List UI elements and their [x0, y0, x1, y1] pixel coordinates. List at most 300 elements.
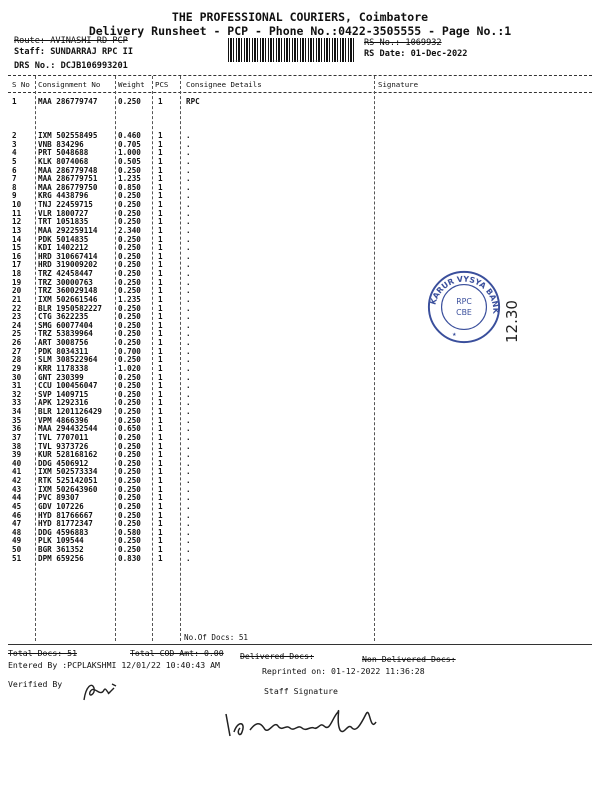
row-consignment: CCU 100456047 — [38, 381, 98, 391]
table-row — [0, 201, 600, 210]
row-sno: 24 — [12, 320, 22, 330]
row-consignment: BGR 361352 — [38, 545, 84, 554]
row-consignment: TVL 9373726 — [38, 441, 89, 451]
table-row — [0, 529, 600, 538]
table-row — [0, 210, 600, 219]
row-weight: 0.250 — [118, 217, 141, 227]
row-pcs: 1 — [158, 510, 163, 520]
row-consignment: VNB 834296 — [38, 139, 84, 149]
row-weight: 0.250 — [118, 458, 141, 468]
row-details: . — [186, 320, 191, 330]
table-row — [0, 184, 600, 193]
row-sno: 6 — [12, 165, 17, 175]
row-details: . — [186, 441, 191, 451]
row-sno: 41 — [12, 467, 22, 477]
row-pcs: 1 — [158, 519, 163, 529]
row-consignment: MAA 294432544 — [38, 424, 98, 434]
verified-by-label: Verified By — [8, 679, 63, 689]
row-consignment: SLM 308522964 — [38, 355, 98, 365]
row-sno: 34 — [12, 407, 22, 416]
row-sno: 39 — [12, 450, 22, 460]
row-pcs: 1 — [158, 234, 163, 244]
row-consignment: MAA 286779751 — [38, 174, 98, 184]
row-sno: 13 — [12, 225, 22, 235]
row-pcs: 1 — [158, 131, 163, 140]
row-details: . — [186, 501, 191, 511]
row-details: . — [186, 329, 191, 339]
row-details: . — [186, 234, 191, 244]
table-row — [0, 494, 600, 503]
row-pcs: 1 — [158, 294, 163, 304]
row-weight: 0.250 — [118, 234, 141, 244]
row-details: . — [186, 217, 191, 227]
row-details: . — [186, 493, 191, 503]
row-details: . — [186, 294, 191, 304]
row-sno: 47 — [12, 519, 22, 529]
row-weight: 0.250 — [118, 329, 141, 339]
row-details: . — [186, 484, 191, 494]
row-weight: 0.250 — [118, 476, 141, 485]
row-consignment: KRG 4438796 — [38, 191, 89, 201]
row-consignment: KDI 1402212 — [38, 243, 89, 253]
row-weight: 1.000 — [118, 148, 141, 158]
col-header-details: Consignee Details — [186, 80, 262, 89]
total-cod: Total COD Amt: 0.00 — [130, 648, 224, 658]
table-row — [0, 555, 600, 564]
row-consignment: KRR 1178338 — [38, 363, 89, 373]
row-pcs: 1 — [158, 381, 163, 391]
row-weight: 0.250 — [118, 260, 141, 270]
row-details: . — [186, 303, 191, 313]
col-header-consignment: Consignment No — [38, 80, 101, 89]
row-sno: 14 — [12, 234, 22, 244]
row-pcs: 1 — [158, 260, 163, 270]
row-consignment: SMG 60077404 — [38, 320, 93, 330]
row-consignment: GNT 230399 — [38, 372, 84, 382]
row-consignment: BLR 1950582227 — [38, 303, 103, 313]
entered-by: Entered By :PCPLAKSHMI 12/01/22 10:40:43 AM — [8, 660, 220, 670]
row-consignment: IXM 502558495 — [38, 131, 98, 140]
row-consignment: MAA 286779747 — [38, 97, 98, 106]
total-docs: Total Docs: 51 — [8, 648, 78, 658]
row-consignment: APK 1292316 — [38, 398, 89, 408]
row-sno: 15 — [12, 243, 22, 253]
row-consignment: PLK 109544 — [38, 536, 84, 546]
row-details: . — [186, 415, 191, 425]
table-row — [0, 141, 600, 150]
row-consignment: PRT 5048688 — [38, 148, 89, 158]
row-sno: 12 — [12, 217, 22, 227]
staff-label: Staff: SUNDARRAJ RPC II — [14, 47, 133, 57]
row-sno: 8 — [12, 182, 17, 192]
stamp-centre: RPC — [456, 297, 472, 307]
row-consignment: GDV 107226 — [38, 501, 84, 511]
table-row — [0, 356, 600, 365]
row-details: . — [186, 139, 191, 149]
row-sno: 49 — [12, 536, 22, 546]
table-row — [0, 149, 600, 158]
table-row — [0, 132, 600, 141]
row-sno: 33 — [12, 398, 22, 408]
row-details: . — [186, 346, 191, 356]
row-weight: 0.250 — [118, 501, 141, 511]
row-details: . — [186, 286, 191, 296]
row-sno: 31 — [12, 381, 22, 391]
row-weight: 0.250 — [118, 97, 141, 106]
row-consignment: MAA 292259114 — [38, 225, 98, 235]
row-consignment: BLR 1201126429 — [38, 407, 103, 416]
row-pcs: 1 — [158, 269, 163, 278]
row-details: . — [186, 553, 191, 563]
row-weight: 0.250 — [118, 355, 141, 365]
row-pcs: 1 — [158, 458, 163, 468]
row-pcs: 1 — [158, 208, 163, 218]
row-sno: 17 — [12, 260, 22, 270]
row-weight: 0.250 — [118, 519, 141, 529]
staff-signature — [220, 692, 390, 747]
row-weight: 0.850 — [118, 182, 141, 192]
row-pcs: 1 — [158, 476, 163, 485]
table-header-rule — [8, 92, 592, 93]
row-weight: 0.250 — [118, 200, 141, 209]
row-sno: 30 — [12, 372, 22, 382]
handwritten-note — [505, 285, 545, 345]
row-pcs: 1 — [158, 329, 163, 339]
row-sno: 23 — [12, 312, 22, 322]
col-header-sno: S No — [12, 80, 30, 89]
row-sno: 50 — [12, 545, 22, 554]
row-details: . — [186, 510, 191, 520]
table-row — [0, 486, 600, 495]
row-weight: 0.250 — [118, 251, 141, 261]
row-weight: 0.250 — [118, 510, 141, 520]
table-row — [0, 391, 600, 400]
row-weight: 0.250 — [118, 277, 141, 287]
row-weight: 0.830 — [118, 553, 141, 563]
row-pcs: 1 — [158, 191, 163, 201]
row-details: . — [186, 363, 191, 373]
row-details: . — [186, 200, 191, 209]
row-details: . — [186, 536, 191, 546]
row-pcs: 1 — [158, 363, 163, 373]
row-sno: 5 — [12, 156, 17, 166]
row-pcs: 1 — [158, 527, 163, 537]
row-pcs: 1 — [158, 467, 163, 477]
row-sno: 28 — [12, 355, 22, 365]
row-sno: 18 — [12, 269, 22, 278]
row-pcs: 1 — [158, 200, 163, 209]
row-consignment: IXM 502661546 — [38, 294, 98, 304]
row-details: . — [186, 527, 191, 537]
row-details: . — [186, 458, 191, 468]
row-details: . — [186, 545, 191, 554]
row-consignment: PVC 89307 — [38, 493, 80, 503]
row-consignment: TRZ 30000763 — [38, 277, 93, 287]
row-pcs: 1 — [158, 424, 163, 434]
row-weight: 2.340 — [118, 225, 141, 235]
row-sno: 51 — [12, 553, 22, 563]
row-pcs: 1 — [158, 174, 163, 184]
row-weight: 0.505 — [118, 156, 141, 166]
row-weight: 0.250 — [118, 243, 141, 253]
row-pcs: 1 — [158, 338, 163, 347]
row-pcs: 1 — [158, 312, 163, 322]
row-details: RPC — [186, 97, 200, 106]
non-delivered-docs: Non Delivered Docs: — [362, 654, 456, 664]
row-pcs: 1 — [158, 450, 163, 460]
row-pcs: 1 — [158, 251, 163, 261]
row-pcs: 1 — [158, 415, 163, 425]
table-row — [0, 451, 600, 460]
row-details: . — [186, 148, 191, 158]
row-consignment: TRZ 53839964 — [38, 329, 93, 339]
row-consignment: MAA 286779750 — [38, 182, 98, 192]
row-details: . — [186, 251, 191, 261]
row-consignment: CTG 3622235 — [38, 312, 89, 322]
row-consignment: DDG 4506912 — [38, 458, 89, 468]
row-sno: 27 — [12, 346, 22, 356]
row-weight: 0.250 — [118, 432, 141, 442]
row-weight: 0.250 — [118, 320, 141, 330]
svg-text:12.30: 12.30 — [503, 300, 521, 343]
row-details: . — [186, 260, 191, 270]
row-weight: 1.235 — [118, 294, 141, 304]
row-pcs: 1 — [158, 493, 163, 503]
row-consignment: PDK 5014835 — [38, 234, 89, 244]
row-weight: 0.250 — [118, 398, 141, 408]
row-consignment: PDK 8034311 — [38, 346, 89, 356]
row-weight: 0.460 — [118, 131, 141, 140]
row-details: . — [186, 269, 191, 278]
row-consignment: HRD 319009202 — [38, 260, 98, 270]
row-details: . — [186, 243, 191, 253]
row-consignment: KUR 528168162 — [38, 450, 98, 460]
row-details: . — [186, 225, 191, 235]
stamp-bank-name: KARUR VYSYA BANK — [428, 274, 501, 314]
row-pcs: 1 — [158, 303, 163, 313]
col-header-pcs: PCS — [155, 80, 169, 89]
col-header-weight: Weight — [118, 80, 145, 89]
row-details: . — [186, 519, 191, 529]
row-pcs: 1 — [158, 156, 163, 166]
reprinted-on: Reprinted on: 01-12-2022 11:36:28 — [262, 666, 425, 676]
table-row — [0, 546, 600, 555]
row-details: . — [186, 191, 191, 201]
row-pcs: 1 — [158, 545, 163, 554]
table-row — [0, 382, 600, 391]
company-title: THE PROFESSIONAL COURIERS, Coimbatore — [171, 10, 429, 24]
row-sno: 21 — [12, 294, 22, 304]
drs-number: DRS No.: DCJB106993201 — [14, 61, 128, 71]
row-sno: 37 — [12, 432, 22, 442]
row-weight: 0.580 — [118, 527, 141, 537]
row-details: . — [186, 174, 191, 184]
row-weight: 0.250 — [118, 381, 141, 391]
row-details: . — [186, 398, 191, 408]
row-pcs: 1 — [158, 346, 163, 356]
table-row — [0, 434, 600, 443]
row-sno: 42 — [12, 476, 22, 485]
row-sno: 7 — [12, 174, 17, 184]
row-pcs: 1 — [158, 432, 163, 442]
route-label: Route: AVINASHI RD PCP — [14, 36, 128, 46]
row-consignment: MAA 286779748 — [38, 165, 98, 175]
row-consignment: RTK 525142051 — [38, 476, 98, 485]
row-details: . — [186, 467, 191, 477]
row-weight: 1.020 — [118, 363, 141, 373]
row-weight: 0.250 — [118, 441, 141, 451]
table-row — [0, 425, 600, 434]
row-weight: 0.250 — [118, 536, 141, 546]
row-sno: 10 — [12, 200, 22, 209]
row-weight: 0.250 — [118, 484, 141, 494]
verifier-signature — [80, 678, 130, 708]
row-sno: 20 — [12, 286, 22, 296]
row-sno: 35 — [12, 415, 22, 425]
row-sno: 46 — [12, 510, 22, 520]
row-consignment: VLR 1800727 — [38, 208, 89, 218]
row-consignment: IXM 502573334 — [38, 467, 98, 477]
row-details: . — [186, 381, 191, 391]
row-consignment: DDG 4596883 — [38, 527, 89, 537]
row-weight: 0.250 — [118, 415, 141, 425]
row-consignment: TVL 7707011 — [38, 432, 89, 442]
row-details: . — [186, 432, 191, 442]
stamp-branch: CBE — [456, 307, 472, 317]
row-sno: 29 — [12, 363, 22, 373]
row-sno: 4 — [12, 148, 17, 158]
row-details: . — [186, 407, 191, 416]
row-pcs: 1 — [158, 372, 163, 382]
row-consignment: SVP 1409715 — [38, 389, 89, 399]
row-pcs: 1 — [158, 97, 163, 106]
row-sno: 2 — [12, 131, 17, 140]
row-sno: 38 — [12, 441, 22, 451]
rs-date: RS Date: 01-Dec-2022 — [364, 49, 468, 59]
row-sno: 36 — [12, 424, 22, 434]
row-weight: 0.250 — [118, 312, 141, 322]
row-weight: 1.235 — [118, 174, 141, 184]
row-weight: 0.250 — [118, 269, 141, 278]
bank-stamp — [425, 268, 503, 346]
row-pcs: 1 — [158, 182, 163, 192]
row-consignment: HRD 310667414 — [38, 251, 98, 261]
row-sno: 32 — [12, 389, 22, 399]
row-details: . — [186, 182, 191, 192]
row-pcs: 1 — [158, 217, 163, 227]
row-sno: 11 — [12, 208, 22, 218]
row-weight: 0.250 — [118, 191, 141, 201]
row-sno: 22 — [12, 303, 22, 313]
row-sno: 25 — [12, 329, 22, 339]
row-weight: 0.250 — [118, 372, 141, 382]
row-weight: 0.250 — [118, 303, 141, 313]
row-sno: 43 — [12, 484, 22, 494]
row-pcs: 1 — [158, 441, 163, 451]
row-consignment: ART 3008756 — [38, 338, 89, 347]
row-details: . — [186, 312, 191, 322]
row-consignment: DPM 659256 — [38, 553, 84, 563]
table-row — [0, 97, 600, 106]
row-details: . — [186, 476, 191, 485]
row-pcs: 1 — [158, 484, 163, 494]
row-details: . — [186, 338, 191, 347]
barcode — [228, 38, 356, 62]
row-details: . — [186, 389, 191, 399]
row-details: . — [186, 156, 191, 166]
row-sno: 9 — [12, 191, 17, 201]
table-row — [0, 236, 600, 245]
row-details: . — [186, 277, 191, 287]
row-sno: 1 — [12, 97, 17, 106]
row-details: . — [186, 208, 191, 218]
row-weight: 0.250 — [118, 165, 141, 175]
row-pcs: 1 — [158, 536, 163, 546]
rs-number: RS No.: 1069932 — [364, 38, 442, 48]
row-details: . — [186, 165, 191, 175]
row-pcs: 1 — [158, 355, 163, 365]
row-weight: 0.250 — [118, 389, 141, 399]
row-weight: 0.250 — [118, 338, 141, 347]
row-sno: 19 — [12, 277, 22, 287]
row-pcs: 1 — [158, 501, 163, 511]
staff-signature-label: Staff Signature — [264, 686, 338, 696]
row-consignment: KLK 8074068 — [38, 156, 89, 166]
row-pcs: 1 — [158, 148, 163, 158]
row-pcs: 1 — [158, 389, 163, 399]
svg-text:★: ★ — [452, 330, 457, 339]
row-weight: 0.700 — [118, 346, 141, 356]
row-consignment: TRT 1051835 — [38, 217, 89, 227]
row-consignment: TRZ 42458447 — [38, 269, 93, 278]
row-pcs: 1 — [158, 553, 163, 563]
row-sno: 44 — [12, 493, 22, 503]
row-weight: 0.250 — [118, 467, 141, 477]
row-weight: 0.650 — [118, 424, 141, 434]
runsheet-subtitle: Delivery Runsheet - PCP - Phone No.:0422-3505555 - Page No.:1 — [88, 24, 512, 38]
row-pcs: 1 — [158, 407, 163, 416]
table-top-rule — [8, 75, 592, 76]
row-sno: 16 — [12, 251, 22, 261]
row-details: . — [186, 131, 191, 140]
row-consignment: HYD 81766667 — [38, 510, 93, 520]
row-pcs: 1 — [158, 286, 163, 296]
consignment-list — [0, 132, 600, 563]
row-weight: 0.250 — [118, 407, 141, 416]
row-weight: 0.250 — [118, 450, 141, 460]
row-weight: 0.250 — [118, 286, 141, 296]
row-weight: 0.705 — [118, 139, 141, 149]
row-consignment: HYD 81772347 — [38, 519, 93, 529]
row-consignment: IXM 502643960 — [38, 484, 98, 494]
row-sno: 40 — [12, 458, 22, 468]
row-consignment: TNJ 22459715 — [38, 200, 93, 209]
row-pcs: 1 — [158, 165, 163, 175]
row-pcs: 1 — [158, 243, 163, 253]
row-sno: 26 — [12, 338, 22, 347]
row-details: . — [186, 424, 191, 434]
no-of-docs: No.Of Docs: 51 — [184, 633, 249, 642]
row-sno: 3 — [12, 139, 17, 149]
row-details: . — [186, 372, 191, 382]
row-weight: 0.250 — [118, 208, 141, 218]
table-row — [0, 520, 600, 529]
row-pcs: 1 — [158, 320, 163, 330]
table-row — [0, 408, 600, 417]
row-pcs: 1 — [158, 139, 163, 149]
col-header-signature: Signature — [378, 80, 419, 89]
table-row — [0, 537, 600, 546]
